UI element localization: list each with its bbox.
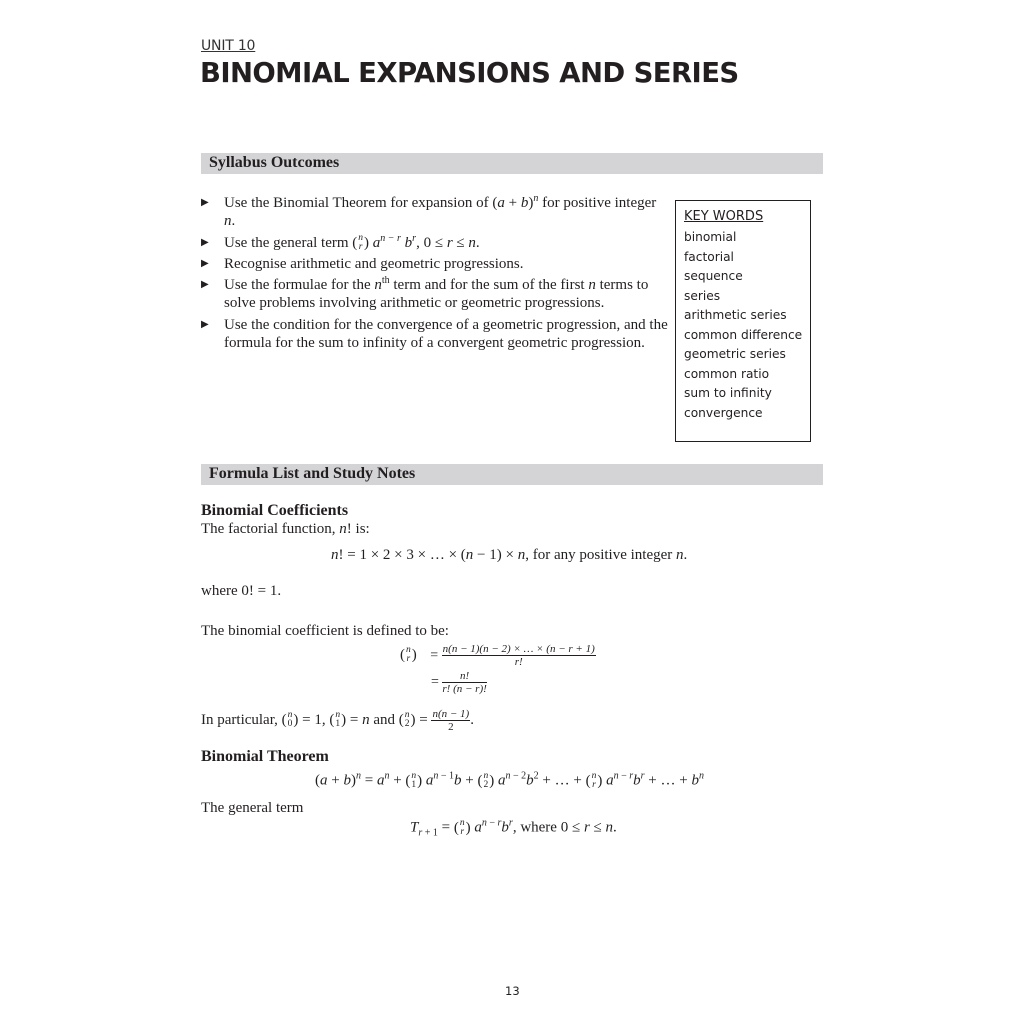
binomial-theorem-formula: $(a + b)^n = a^n$ + ( n 1 ) $a^{n - 1}b$ + ( n 2 ) $a^{n - 2}b^2$ + … + ( n r ) $a^{n - r}b^r$ + … + $b^n$ [315, 770, 704, 790]
section-heading: Syllabus Outcomes [209, 154, 340, 171]
factorial-formula: n! = 1 × 2 × 3 × … × (n − 1) × n, for any positive integer n. [331, 547, 688, 563]
page-title: BINOMIAL EXPANSIONS AND SERIES [200, 57, 739, 89]
key-word: common difference [684, 327, 803, 342]
general-term-formula: $T_{r + 1}$ = ( n r ) $a^{n - r}b^r$, where 0 ≤ r ≤ n. [410, 817, 617, 839]
page-number: 13 [505, 984, 520, 998]
key-word: geometric series [684, 347, 786, 361]
binomial-coefficient: ( n r ) [400, 645, 417, 665]
key-words-list [684, 228, 802, 423]
section-heading: Formula List and Study Notes [209, 465, 416, 482]
syllabus-outcomes-list [201, 194, 671, 355]
binomial-definition-line2: = $\frac{n!}{r! (n - r)!}$ [431, 670, 487, 695]
general-term-label: The general term [201, 800, 304, 816]
binomial-coefficient: ( n r ) [352, 232, 370, 252]
key-word: sequence [684, 269, 743, 283]
factorial-intro: The factorial function, n! is: [201, 521, 370, 537]
key-word: factorial [684, 249, 734, 264]
triangle-bullet-icon: ▶ [201, 236, 209, 248]
triangle-bullet-icon: ▶ [201, 197, 209, 208]
triangle-bullet-icon: ▶ [201, 257, 209, 269]
triangle-bullet-icon: ▶ [201, 318, 209, 330]
binomial-definition-intro: The binomial coefficient is defined to be: [201, 623, 449, 639]
triangle-bullet-icon: ▶ [201, 279, 209, 291]
key-word: common ratio [684, 366, 770, 381]
key-word: convergence [684, 405, 763, 420]
binomial-definition-line1: ( n r ) = $\frac{n(n - 1)(n - 2) \times \dots \times (n - r + 1)}{r!}$ [400, 643, 595, 668]
outcome-item: ▶ Use the formulae for the $n^{th}$ term and for the sum of the first n terms to solve problems involving arithmetic or geometric progressions. [201, 275, 649, 312]
key-word: series [684, 288, 721, 303]
particular-cases: In particular, ( n 0 ) = 1, ( n 1 ) = n and ( n 2 ) = $\frac{n(n - 1)}{2}$ . [201, 708, 474, 733]
syllabus-outcomes-header [201, 153, 823, 174]
binomial-theorem-heading: Binomial Theorem [201, 748, 329, 765]
key-words-box [675, 200, 811, 442]
key-word: binomial [684, 230, 737, 244]
binomial-coefficients-heading: Binomial Coefficients [201, 502, 349, 519]
zero-factorial-note: where 0! = 1. [201, 583, 282, 599]
formula-list-header [201, 464, 823, 485]
key-words-title: KEY WORDS [684, 209, 764, 224]
outcome-item: ▶ Use the condition for the convergence of a geometric progression, and the formula for the sum to infinity of a convergent geometric progression. [201, 316, 668, 352]
outcome-item: ▶ Use the general term ( n r ) $a^{n - r}$ $b^r$, 0 ≤ r ≤ n. [201, 232, 480, 252]
key-word: sum to infinity [684, 386, 772, 400]
outcome-item: ▶ Recognise arithmetic and geometric progressions. [201, 255, 524, 272]
outcome-item: ▶ Use the Binomial Theorem for expansion of $(a + b)^n$ for positive integer n. [201, 193, 657, 230]
unit-label: UNIT 10 [201, 38, 256, 54]
key-word: arithmetic series [684, 308, 787, 322]
